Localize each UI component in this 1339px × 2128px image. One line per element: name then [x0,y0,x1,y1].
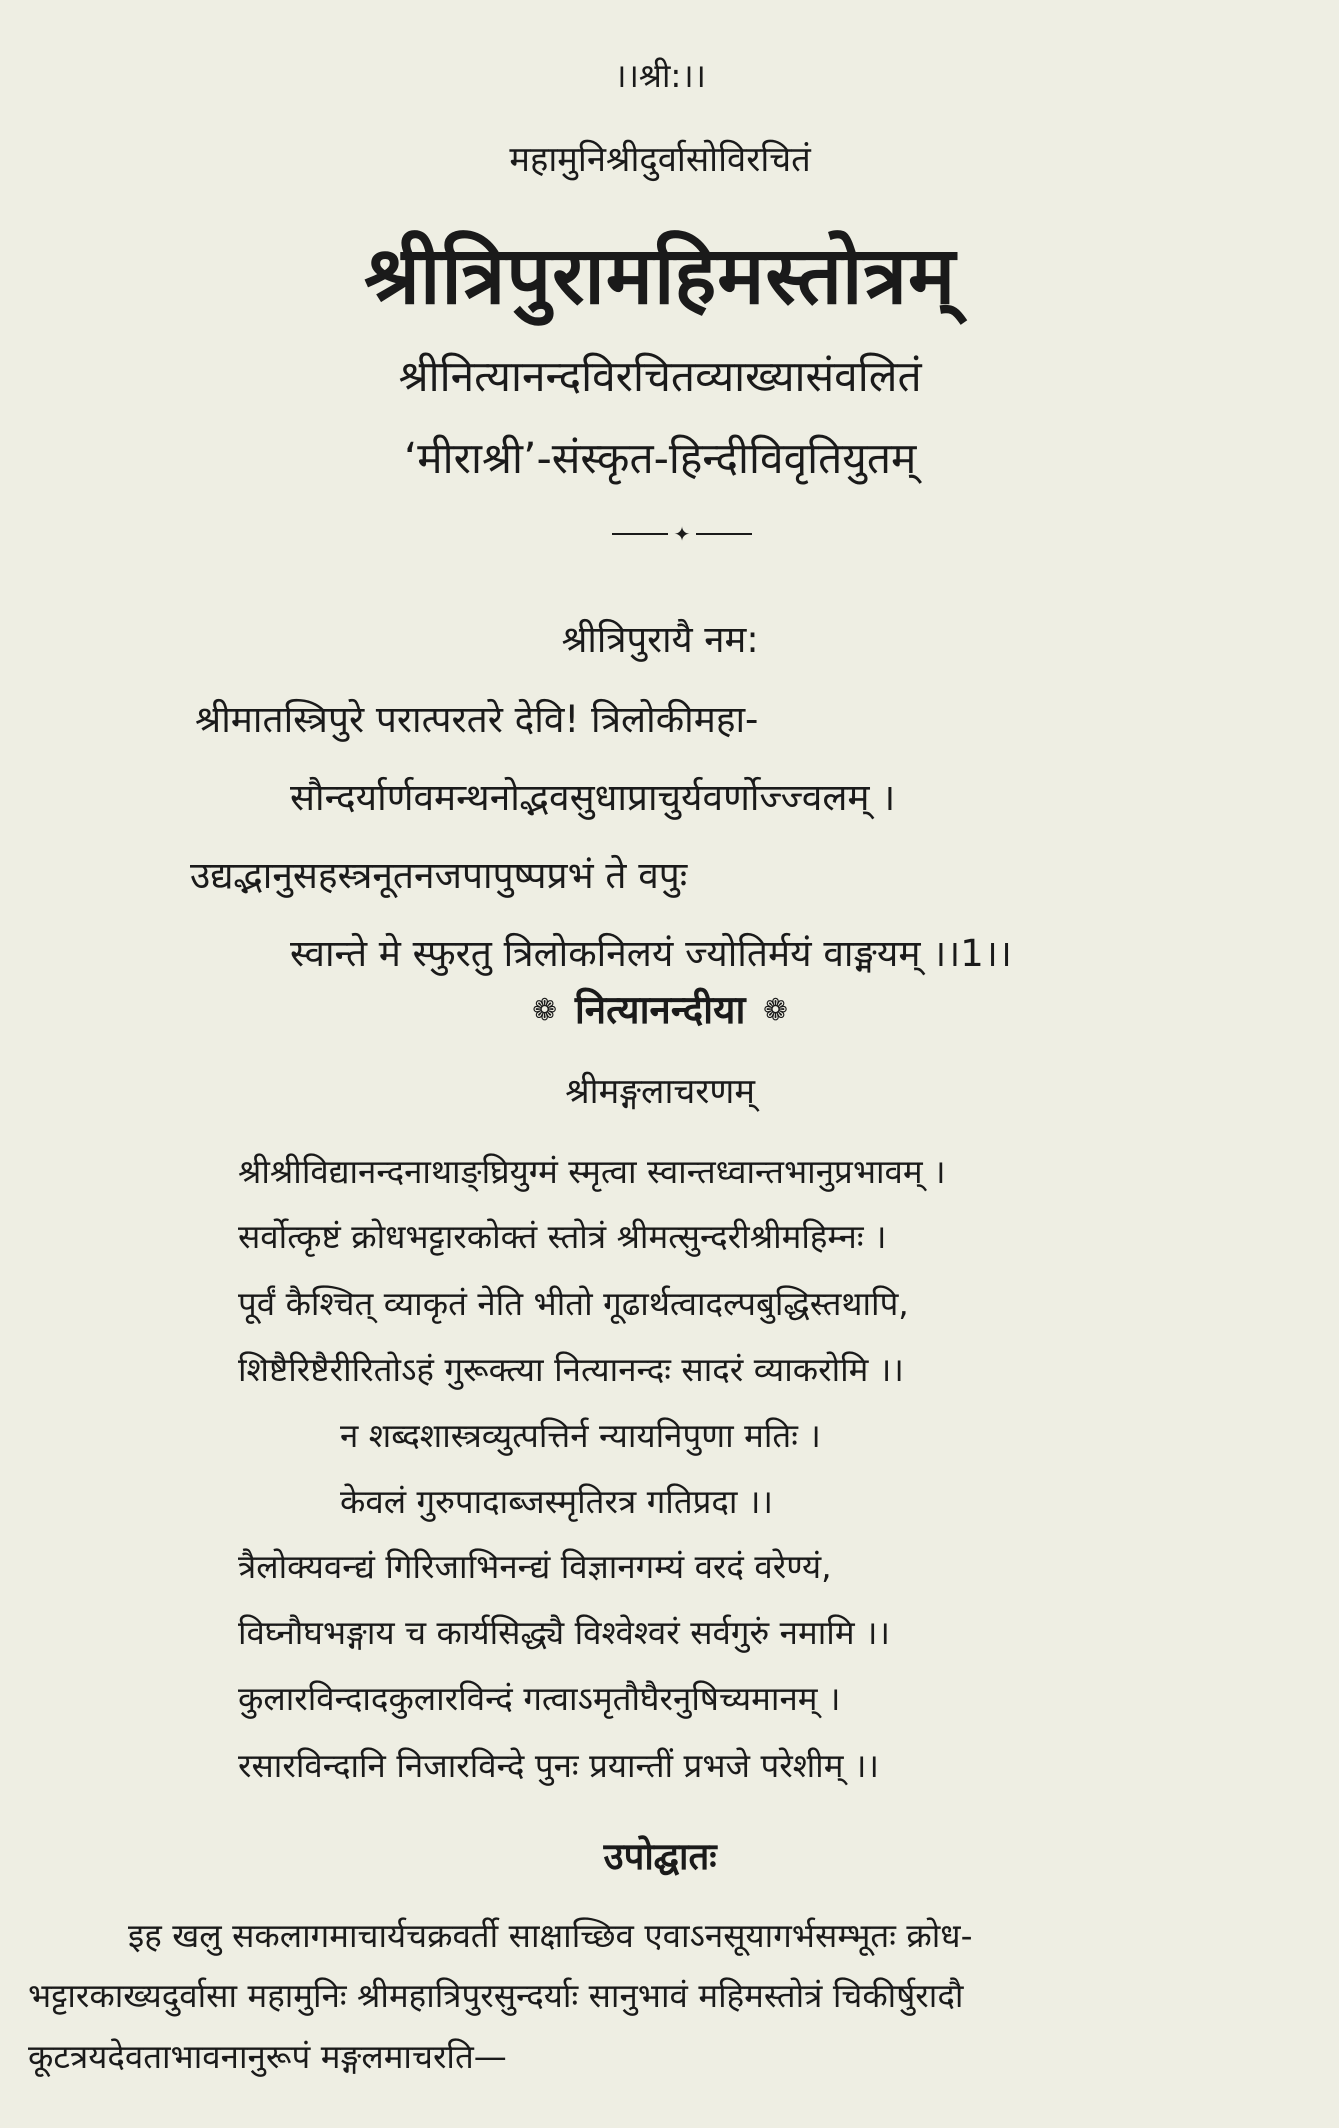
verse-line-3: उद्यद्भानुसहस्त्रनूतनजपापुष्पप्रभं ते वपुः [190,854,688,897]
upodghata-heading: उपोद्घातः [603,1835,717,1878]
subtitle-commentary: श्रीनित्यानन्दविरचितव्याख्यासंवलितं [398,352,922,402]
paragraph-line: भट्टारकाख्यदुर्वासा महामुनिः श्रीमहात्रिपुरसुन्दर्याः सानुभावं महिमस्तोत्रं चिकीर्षुरादौ [28,1976,964,2015]
mangalacharana-heading: श्रीमङ्गलाचरणम् [565,1072,756,1112]
commentary-heading-text: नित्यानन्दीया [574,988,746,1033]
mangala-line: विघ्नौघभङ्गाय च कार्यसिद्ध्यै विश्वेश्वरं सर्वगुरुं नमामि ।। [238,1613,891,1652]
flower-ornament-icon: ❁ [763,993,788,1028]
verse-line-1: श्रीमातस्त्रिपुरे परात्परतरे देवि! त्रिलोकीमहा- [195,698,759,741]
mangala-line: केवलं गुरुपादाब्जस्मृतिरत्र गतिप्रदा ।। [340,1482,773,1521]
ornamental-divider [612,522,752,546]
divider-line-left [612,533,668,535]
mangala-line: कुलारविन्दादकुलारविन्दं गत्वाऽमृतौघैरनुषिच्यमानम् । [238,1679,841,1718]
flower-ornament-icon: ❁ [532,993,558,1028]
paragraph-line: कूटत्रयदेवताभावनानुरूपं मङ्गलमाचरति— [28,2037,507,2076]
mangala-line: त्रैलोक्यवन्द्यं गिरिजाभिनन्द्यं विज्ञानगम्यं वरदं वरेण्यं, [238,1547,832,1586]
author-line: महामुनिश्रीदुर्वासोविरचितं [509,140,811,180]
page-title: श्रीत्रिपुरामहिमस्तोत्रम् [364,229,957,322]
mangala-line: रसारविन्दानि निजारविन्दे पुनः प्रयान्तीं प्रभजे परेशीम् ।। [238,1746,879,1785]
subtitle-translation: ‘मीराश्री’-संस्कृत-हिन्दीविवृतियुतम् [403,434,917,484]
mangala-line: शिष्टैरिष्टैरीरितोऽहं गुरूक्त्या नित्यानन्दः सादरं व्याकरोमि ।। [238,1350,904,1389]
verse-line-2: सौन्दर्यार्णवमन्थनोद्भवसुधाप्राचुर्यवर्णोज्ज्वलम् । [290,776,896,819]
paragraph-line: इह खलु सकलागमाचार्यचक्रवर्ती साक्षाच्छिव एवाऽनसूयागर्भसम्भूतः क्रोध- [128,1916,973,1955]
divider-line-right [696,533,752,535]
mangala-line: श्रीश्रीविद्यानन्दनाथाङ्घ्रियुग्मं स्मृत्वा स्वान्तध्वान्तभानुप्रभावम् । [238,1152,946,1191]
diamond-ornament-icon: ✦ [673,522,691,546]
mangala-line: सर्वोत्कृष्टं क्रोधभट्टारकोक्तं स्तोत्रं श्रीमत्सुन्दरीश्रीमहिम्नः । [238,1217,887,1256]
mangala-line: न शब्दशास्त्रव्युत्पत्तिर्न न्यायनिपुणा मतिः । [340,1416,821,1455]
salutation: श्रीत्रिपुरायै नम: [561,618,759,661]
verse-line-4: स्वान्ते मे स्फुरतु त्रिलोकनिलयं ज्योतिर्मयं वाङ्मयम् ।।1।। [290,932,1012,975]
mangala-line: पूर्वं कैश्चित् व्याकृतं नेति भीतो गूढार्थत्वादल्पबुद्धिस्तथापि, [238,1284,909,1323]
commentary-heading [0,982,1320,1035]
invocation: ।।श्री:।। [614,56,707,95]
